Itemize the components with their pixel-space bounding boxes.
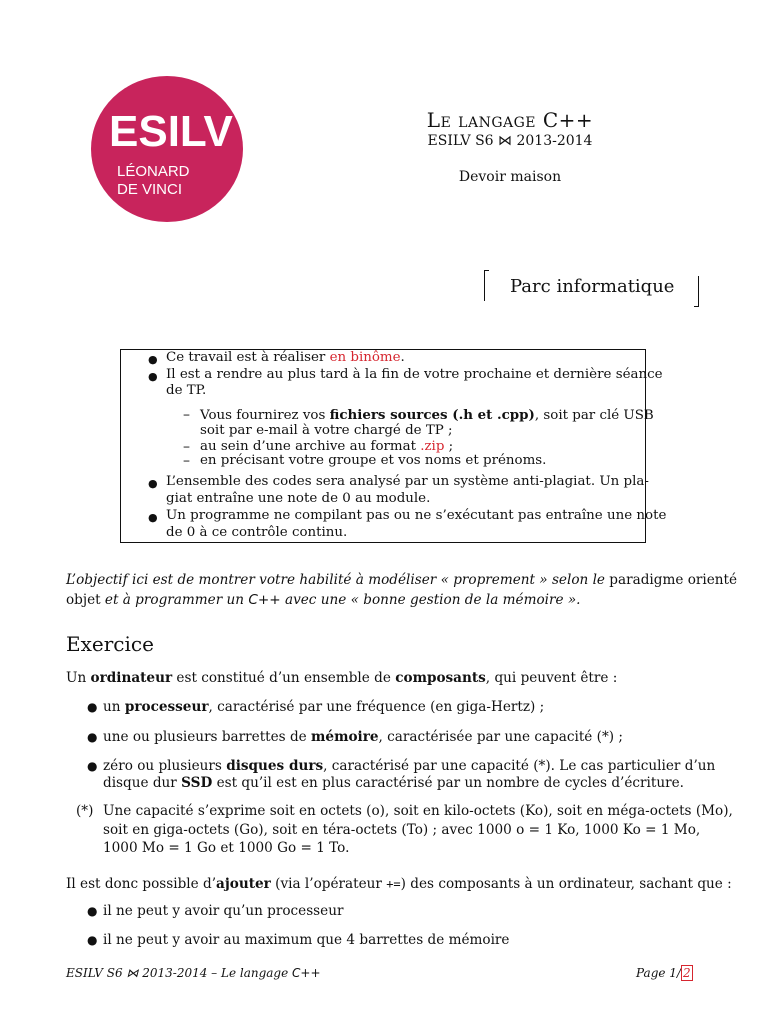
- rule-sub-sources-l2: soit par e-mail à votre chargé de TP ;: [200, 423, 453, 438]
- bullet-icon: ●: [87, 730, 98, 744]
- component-memory: une ou plusieurs barrettes de mémoire, caractérisée par une capacité (*) ;: [103, 729, 623, 745]
- rule-sub-zip: au sein d’une archive au format .zip ;: [200, 439, 454, 454]
- dash-icon: –: [183, 439, 190, 455]
- rule-item-compile-l2: de 0 à ce contrôle continu.: [166, 525, 348, 540]
- logo-line1: LÉONARD: [117, 163, 190, 180]
- bullet-icon: ●: [148, 511, 158, 524]
- logo-line2: DE VINCI: [117, 181, 183, 198]
- bullet-icon: ●: [148, 477, 158, 490]
- rule-sub-sources-l1: Vous fournirez vos fichiers sources (.h et .cpp), soit par clé USB: [200, 407, 654, 423]
- bullet-icon: ●: [87, 904, 98, 918]
- exercise-heading: Exercice: [66, 632, 154, 656]
- bullet-icon: ●: [87, 759, 98, 773]
- rule-sub-names: en précisant votre groupe et vos noms et prénoms.: [200, 453, 547, 468]
- rule-item-plagiat-l2: giat entraîne une note de 0 au module.: [166, 491, 431, 506]
- topic-title: Parc informatique: [510, 276, 675, 297]
- component-disk-l1: zéro ou plusieurs disques durs, caractérisé par une capacité (*). Le cas particulier d’un: [103, 758, 716, 774]
- footer-left: ESILV S6 ⋈ 2013-2014 – Le langage C++: [66, 966, 321, 980]
- constraint-memory: il ne peut y avoir au maximum que 4 barrettes de mémoire: [103, 932, 510, 948]
- footer-page-number: Page 1/ 2: [636, 966, 691, 980]
- dash-icon: –: [183, 453, 190, 469]
- page-total-link[interactable]: 2: [682, 966, 691, 980]
- component-processor: un processeur, caractérisé par une fréquence (en giga-Hertz) ;: [103, 699, 545, 715]
- rule-item-deadline-l2: de TP.: [166, 383, 207, 398]
- bullet-icon: ●: [148, 370, 158, 383]
- left-bracket: [484, 270, 489, 301]
- right-bracket: [694, 276, 699, 307]
- add-components-paragraph: Il est donc possible d’ajouter (via l’opérateur +=) des composants à un ordinateur, sachant que :: [66, 876, 732, 892]
- note-line-2: soit en giga-octets (Go), soit en téra-octets (To) ; avec 1000 o = 1 Ko, 1000 Ko = 1 Mo,: [103, 822, 701, 838]
- component-disk-l2: disque dur SSD est qu’il est en plus caractérisé par un nombre de cycles d’écriture.: [103, 775, 684, 791]
- document-kind: Devoir maison: [458, 169, 562, 185]
- document-subtitle: ESILV S6 ⋈ 2013-2014: [427, 133, 593, 149]
- note-line-1: Une capacité s’exprime soit en octets (o), soit en kilo-octets (Ko), soit en méga-octets (Mo),: [103, 803, 733, 819]
- rule-item-deadline-l1: Il est a rendre au plus tard à la fin de votre prochaine et dernière séance: [166, 367, 663, 382]
- exercise-intro: Un ordinateur est constitué d’un ensemble de composants, qui peuvent être :: [66, 670, 618, 686]
- esilv-logo: [91, 76, 244, 222]
- logo-brand: ESILV: [109, 107, 233, 156]
- dash-icon: –: [183, 407, 190, 423]
- bullet-icon: ●: [148, 353, 158, 366]
- rule-item-compile-l1: Un programme ne compilant pas ou ne s’exécutant pas entraîne une note: [166, 508, 667, 523]
- rule-item-plagiat-l1: L’ensemble des codes sera analysé par un système anti-plagiat. Un pla-: [166, 474, 649, 489]
- bullet-icon: ●: [87, 700, 98, 714]
- bullet-icon: ●: [87, 933, 98, 947]
- intro-line-2: objet et à programmer un C++ avec une « bonne gestion de la mémoire ».: [66, 592, 581, 608]
- intro-line-1: L’objectif ici est de montrer votre habilité à modéliser « proprement » selon le paradigme orienté: [66, 572, 738, 588]
- note-mark: (*): [76, 803, 94, 819]
- note-line-3: 1000 Mo = 1 Go et 1000 Go = 1 To.: [103, 840, 350, 856]
- rule-item-binome: Ce travail est à réaliser en binôme.: [166, 350, 405, 365]
- rules-box: [120, 349, 667, 543]
- topic-box: [484, 270, 699, 306]
- constraint-processor: il ne peut y avoir qu’un processeur: [103, 903, 344, 919]
- title-block: [360, 108, 660, 185]
- document-title: Le langage C++: [426, 108, 594, 132]
